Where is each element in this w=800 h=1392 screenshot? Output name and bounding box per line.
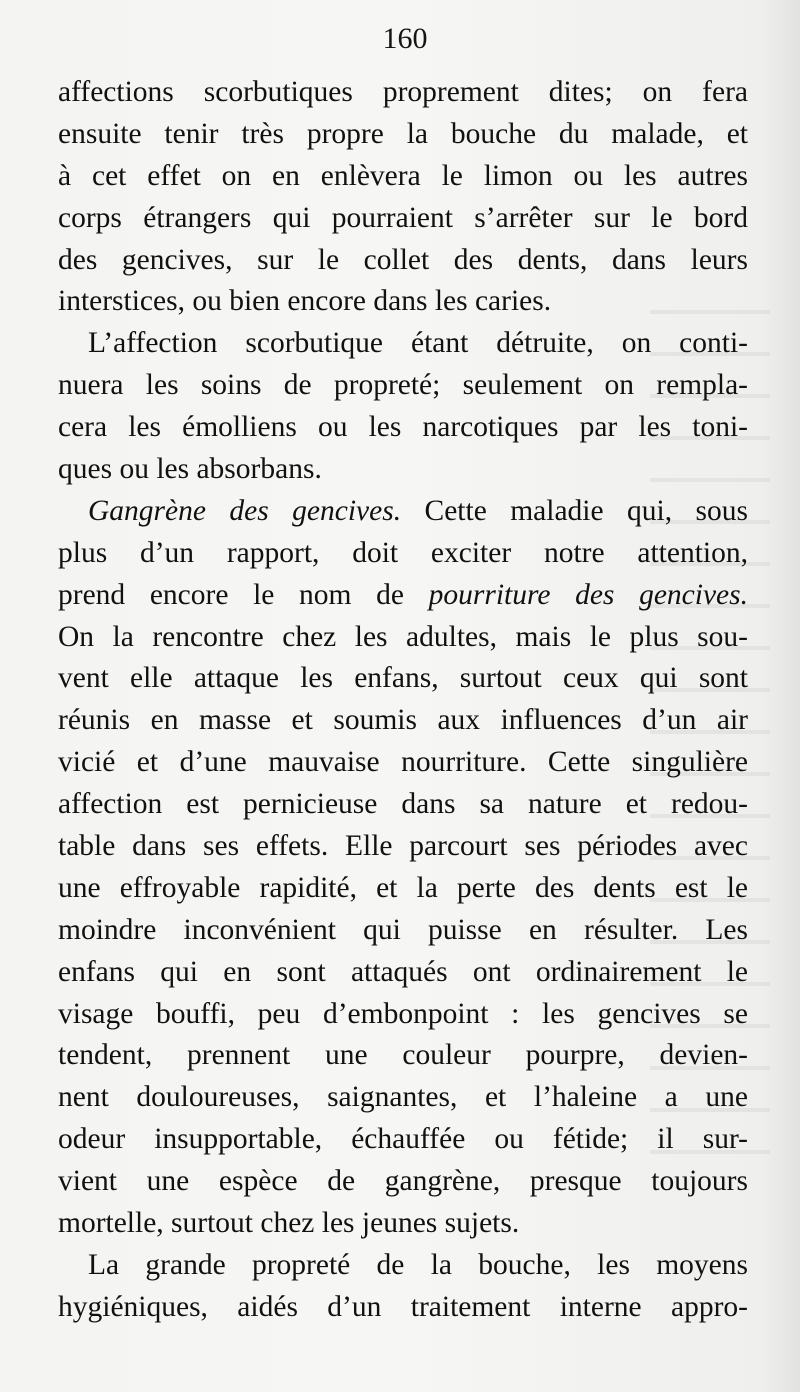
text-line: ensuite tenir très propre la bouche du malade, et bbox=[58, 117, 748, 150]
text-line: affections scorbutiques proprement dites; on fera bbox=[58, 76, 748, 108]
text-line: cera les émolliens ou les narcotiques par les toni- bbox=[58, 411, 748, 444]
text-line: à cet effet on en enlèvera le limon ou les autres bbox=[58, 159, 748, 192]
text-line: On la rencontre chez les adultes, mais le plus sou- bbox=[58, 620, 748, 653]
text-line: mortelle, surtout chez les jeunes sujets. bbox=[58, 1207, 520, 1240]
italic-term: pourriture des gencives. bbox=[428, 578, 748, 611]
text-line: une effroyable rapidité, et la perte des dents est le bbox=[58, 871, 748, 904]
text-line: nuera les soins de propreté; seulement on rempla- bbox=[58, 369, 748, 402]
text-line bbox=[58, 575, 748, 617]
text-line: ques ou les absorbans. bbox=[58, 453, 322, 486]
text-line: plus d’un rapport, doit exciter notre attention, bbox=[58, 536, 748, 569]
text-line: réunis en masse et soumis aux influences d’un air bbox=[58, 704, 748, 737]
text-line: nent douloureuses, saignantes, et l’haleine a une bbox=[58, 1081, 748, 1114]
text-line: table dans ses effets. Elle parcourt ses périodes avec bbox=[58, 830, 748, 863]
text-line: odeur insupportable, échauffée ou fétide; il sur- bbox=[58, 1123, 748, 1156]
text-line: moindre inconvénient qui puisse en résulter. Les bbox=[58, 913, 748, 946]
text-line: enfans qui en sont attaqués ont ordinairement le bbox=[58, 955, 748, 988]
text-line: corps étrangers qui pourraient s’arrêter sur le bord bbox=[58, 201, 748, 234]
text-line: vient une espèce de gangrène, presque toujours bbox=[58, 1165, 748, 1198]
text-segment: Cette maladie qui, sous bbox=[401, 494, 748, 527]
text-line: visage bouffi, peu d’embonpoint : les gencives se bbox=[58, 997, 748, 1030]
text-line bbox=[58, 491, 748, 533]
text-line: affection est pernicieuse dans sa nature et redou- bbox=[58, 788, 748, 821]
text-line: hygiéniques, aidés d’un traitement interne appro- bbox=[58, 1290, 748, 1323]
text-line: vent elle attaque les enfans, surtout ceux qui sont bbox=[58, 662, 748, 695]
text-segment: prend encore le nom de bbox=[58, 578, 429, 611]
text-line: L’affection scorbutique étant détruite, on conti- bbox=[88, 327, 748, 360]
page-number: 160 bbox=[382, 22, 428, 55]
body-text bbox=[58, 72, 748, 1329]
italic-heading: Gangrène des gencives. bbox=[88, 494, 402, 527]
text-line: des gencives, sur le collet des dents, dans leurs bbox=[58, 243, 748, 276]
text-line: tendent, prennent une couleur pourpre, devien- bbox=[58, 1039, 748, 1072]
text-line: interstices, ou bien encore dans les caries. bbox=[58, 285, 552, 318]
text-line: vicié et d’une mauvaise nourriture. Cette singulière bbox=[58, 746, 748, 779]
text-line: La grande propreté de la bouche, les moyens bbox=[88, 1248, 748, 1281]
